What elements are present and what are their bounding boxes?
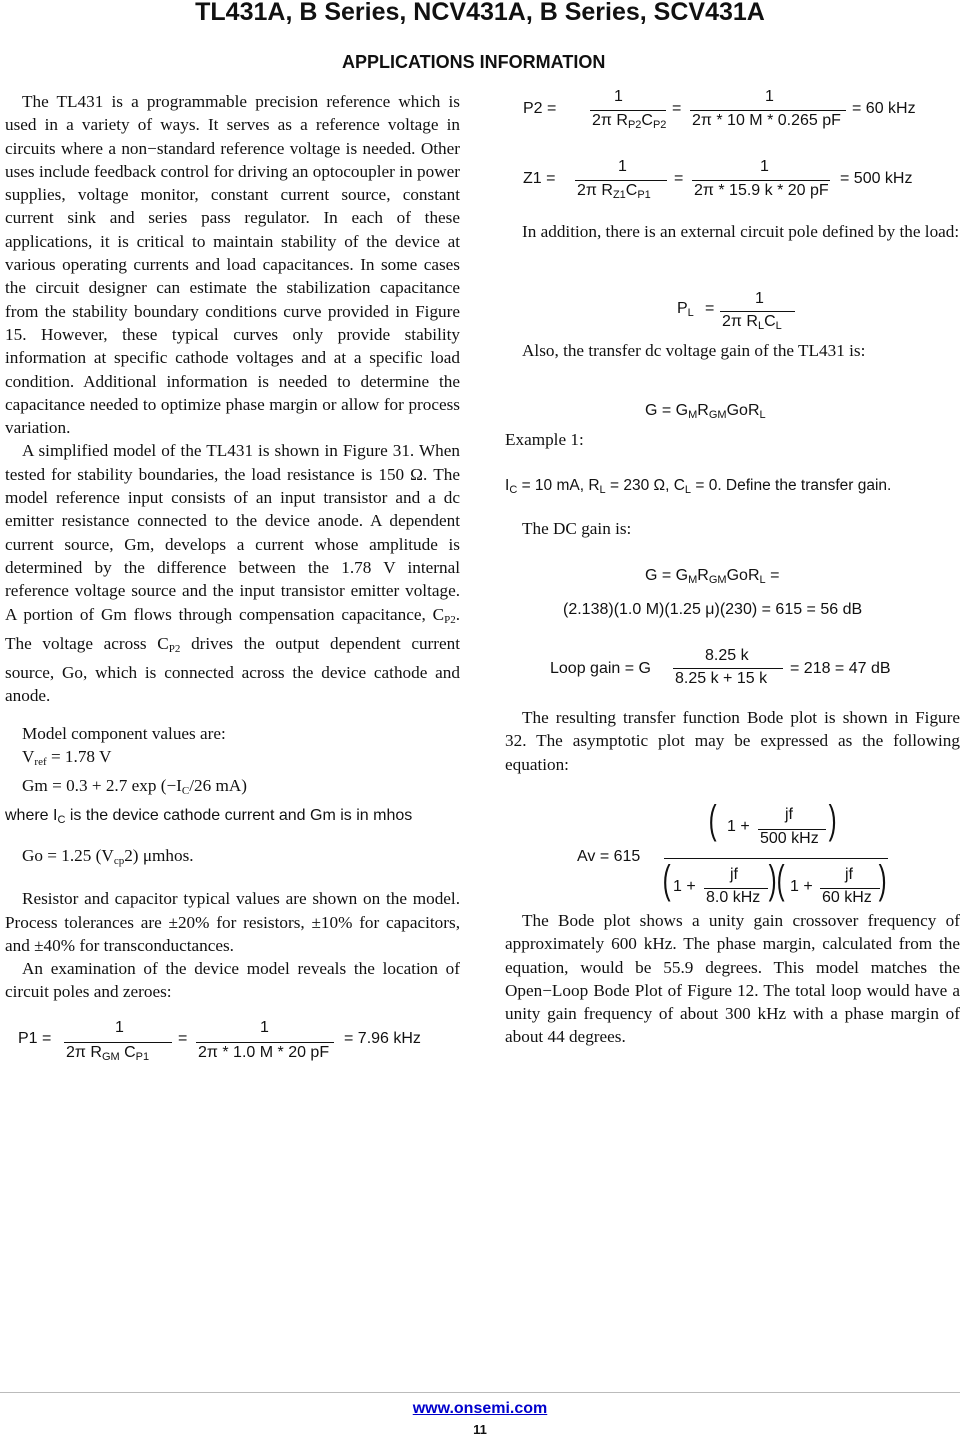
equation-gain-value: (2.138)(1.0 M)(1.25 μ)(230) = 615 = 56 dB [563, 601, 863, 618]
left-column [5, 90, 460, 1004]
go-line: Go = 1.25 $(V_{cp}2)$ μmhos. [22, 845, 194, 867]
footer-link[interactable]: www.onsemi.com [412, 1400, 548, 1417]
gm-line: Gm = 0.3 + 2.7 $\exp (-I_C/26$ mA) [22, 776, 247, 798]
tolerance-paragraph: Resistor and capacitor typical values are shown on the model. Process tolerances are ±20% for resistors, ±10% for capacitors, and ±40% for transconductances. [5, 889, 460, 955]
bode-result-paragraph: The Bode plot shows a unity gain crossover frequency of approximately 600 kHz. The phase margin, calculated from the equation, would be 55.9 degrees. This model matches the Open−Loop Bode Plot of Figure 12. The total loop would have a unity gain frequency of about 300 kHz with a phase margin of about 44 degrees. [505, 911, 960, 1047]
load-pole-paragraph: In addition, there is an external circuit pole defined by the load: [522, 222, 960, 241]
section-title: APPLICATIONS INFORMATION [342, 52, 606, 72]
intro-paragraph: The TL431 is a programmable precision reference which is used in a variety of ways. It serves as a reference voltage in circuits where a non−standard reference voltage is needed. Other uses include feedback control for driving an optocoupler in power supplies, voltage monitor, constant current source, constant current sink and series pass regulator. In each of these applications, it is critical to maintain stability of the device at various operating currents and load capacitances. In some cases the circuit designer can estimate the stabilization capacitance from the stability boundary conditions curve provided in Figure 15. However, these typical curves only provide stability information at specific cathode voltages and at a specific load condition. Additional information is needed to determine the capacitance needed to optimize phase margin or allow for process variation. [5, 92, 460, 438]
document-title: TL431A, B Series, NCV431A, B Series, SCV431A [195, 0, 765, 26]
footer-rule [0, 1392, 960, 1393]
dc-gain-intro: Also, the transfer dc voltage gain of the TL431 is: [522, 341, 866, 360]
dc-gain-label: The DC gain is: [522, 519, 632, 538]
bode-intro-paragraph: The resulting transfer function Bode plot is shown in Figure 32. The asymptotic plot may be expressed as the following equation: [505, 708, 960, 774]
equation-gain-2: $G = G_MR_{GM}GoR_L$ = [645, 567, 780, 586]
model-paragraph: A simplified model of the TL431 is shown in Figure 31. When tested for stability boundaries, the load resistance is 150 Ω. The model reference input consists of an input transistor and a dc emitter resistance connected to the device anode. A dependent current source, Gm, develops a current whose amplitude is determined by the difference between the 1.78 V internal reference voltage source and the input transistor emitter voltage. A portion of Gm flows through compensation capacitance, $C_{P2}$. The voltage across $C_{P2}$ drives the output dependent current source, Go, which is connected across the device cathode and anode. [5, 441, 460, 706]
page-number: 11 [473, 1422, 487, 1437]
poles-paragraph: An examination of the device model reveals the location of circuit poles and zeroes: [5, 959, 460, 1002]
example-label: Example 1: [505, 430, 584, 449]
example-conditions: $I_C = 10$ mA, $R_L = 230$ Ω, $C_L = 0$. Define the transfer gain. [505, 477, 892, 496]
vref-line: $V_{ref} = 1.78$ V [22, 747, 112, 769]
equation-gain: $G = G_MR_{GM}GoR_L$ [645, 402, 766, 421]
model-intro: Model component values are: [22, 723, 226, 743]
where-line: where $I_C$ is the device cathode current and Gm is in mhos [5, 806, 413, 826]
